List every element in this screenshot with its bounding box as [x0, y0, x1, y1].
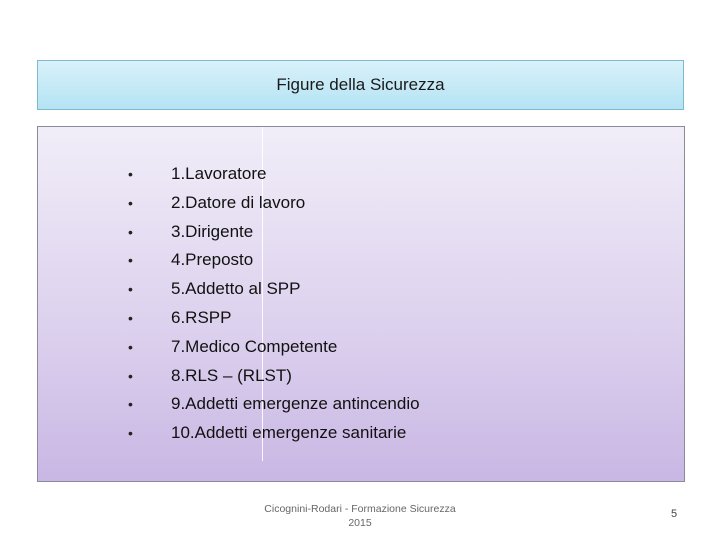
bullet-icon: • — [128, 281, 133, 298]
footer-line-2: 2015 — [348, 517, 372, 529]
content-box — [37, 126, 685, 482]
list-item-text: 5.Addetto al SPP — [171, 279, 301, 299]
bullet-icon: • — [128, 367, 133, 384]
list-item-text: 6.RSPP — [171, 307, 232, 327]
list-item-text: 3.Dirigente — [171, 221, 254, 241]
list-item-text: 7.Medico Competente — [171, 336, 338, 356]
bullet-icon: • — [128, 194, 133, 211]
list-item-text: 1.Lavoratore — [171, 164, 267, 183]
bullet-icon: • — [128, 166, 133, 182]
list-item-text: 10.Addetti emergenze sanitarie — [171, 423, 407, 443]
list-item-text: 8.RLS – (RLST) — [171, 365, 292, 385]
bullet-icon: • — [128, 223, 133, 240]
footer-text — [250, 502, 470, 530]
list-item-text: 9.Addetti emergenze antincendio — [171, 394, 420, 414]
footer-line-1: Cicognini-Rodari - Formazione Sicurezza — [264, 503, 456, 515]
bullet-icon: • — [128, 425, 133, 442]
bullet-icon: • — [128, 396, 133, 413]
slide-title-box — [37, 60, 684, 110]
slide-title: Figure della Sicurezza — [276, 75, 445, 94]
list-item-text: 2.Datore di lavoro — [171, 192, 306, 212]
bullet-icon: • — [128, 252, 133, 269]
bullet-icon: • — [128, 309, 133, 326]
bullet-icon: • — [128, 338, 133, 355]
page-number: 5 — [670, 508, 678, 520]
list-item-text: 4.Preposto — [171, 250, 254, 270]
